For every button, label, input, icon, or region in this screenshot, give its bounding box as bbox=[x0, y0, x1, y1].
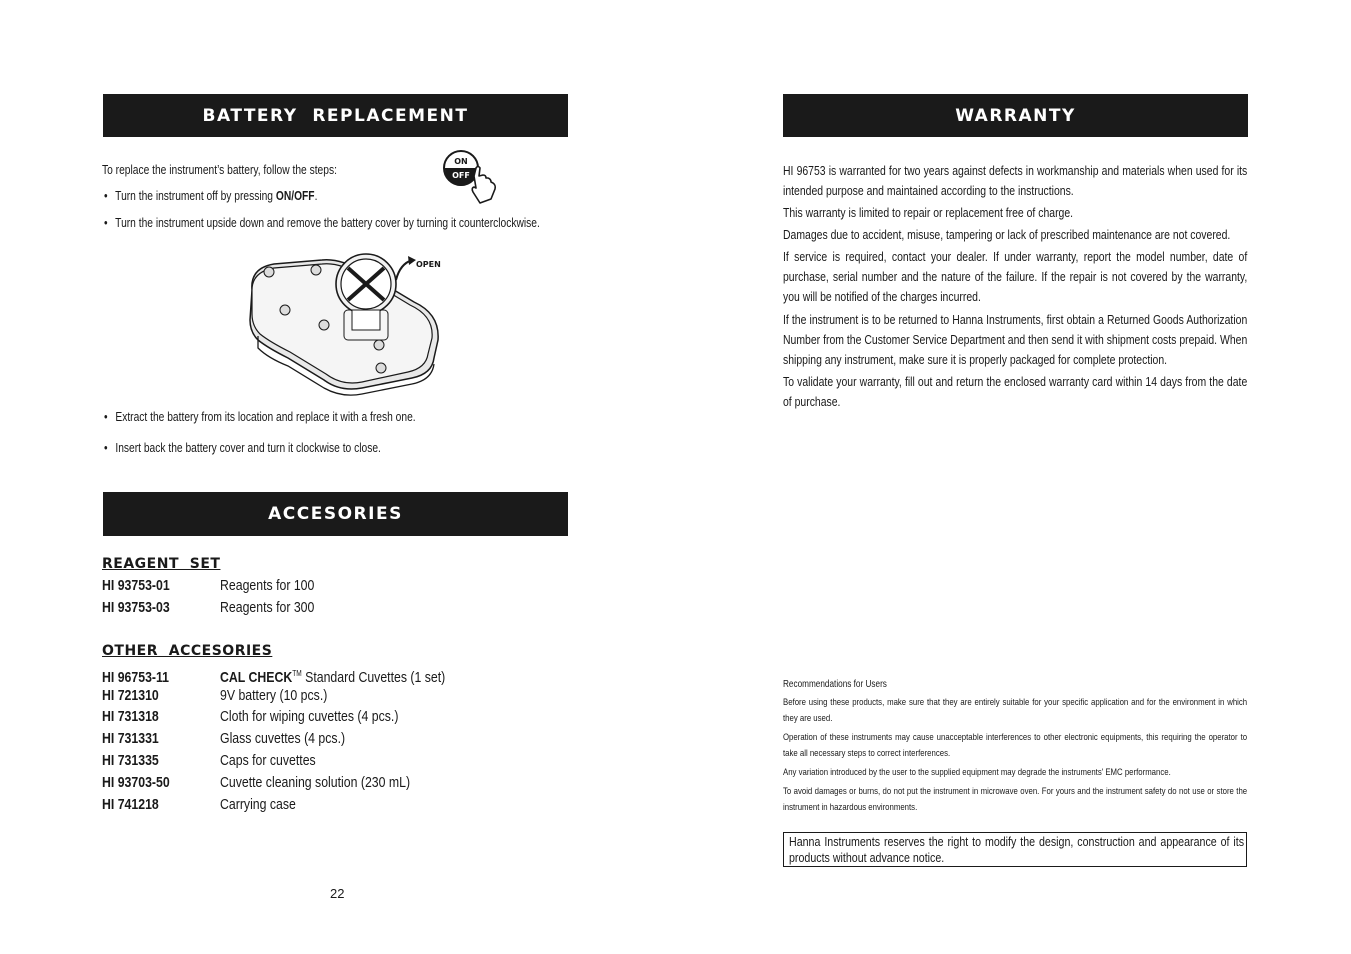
step4-text: Insert back the battery cover and turn it clockwise to close. bbox=[115, 441, 381, 455]
step1-prefix: Turn the instrument off by pressing bbox=[115, 189, 276, 203]
recommendation-item: To avoid damages or burns, do not put the instrument in microwave oven. For yours and the instrument safety do not use or store the instrument in hazardous environments. bbox=[783, 786, 1248, 813]
step1-suffix: . bbox=[314, 189, 318, 203]
accessory-row bbox=[102, 706, 438, 728]
step3-text: Extract the battery from its location and replace it with a fresh one. bbox=[115, 410, 416, 424]
reagent-row bbox=[102, 575, 335, 597]
accessory-code: HI 731318 bbox=[102, 708, 159, 725]
warranty-paragraph: This warranty is limited to repair or replacement free of charge. bbox=[783, 206, 1074, 220]
on-off-button-icon bbox=[438, 150, 500, 206]
reagent-row bbox=[102, 597, 335, 619]
accessory-desc-text: Standard Cuvettes (1 set) bbox=[301, 669, 446, 686]
accessory-desc: Glass cuvettes (4 pcs.) bbox=[220, 730, 346, 747]
accessory-code: HI 731335 bbox=[102, 752, 159, 769]
open-label: OPEN bbox=[416, 260, 441, 269]
accessories-header-text: ACCESORIES bbox=[268, 504, 403, 524]
recommendations-title: Recommendations for Users bbox=[783, 679, 887, 690]
accessory-row bbox=[102, 728, 373, 750]
accessory-desc: Carrying case bbox=[220, 796, 296, 813]
step2-text: Turn the instrument upside down and remove the battery cover by turning it counterclockwise. bbox=[115, 216, 540, 230]
accessory-code: HI 96753-11 bbox=[102, 669, 170, 686]
accessory-row bbox=[102, 794, 313, 816]
disclaimer-box bbox=[783, 832, 1247, 867]
accessory-row bbox=[102, 685, 351, 707]
accessory-code: HI 721310 bbox=[102, 687, 159, 704]
accessory-desc: Cloth for wiping cuvettes (4 pcs.) bbox=[220, 708, 399, 725]
off-label: OFF bbox=[452, 171, 470, 180]
disclaimer-text: Hanna Instruments reserves the right to modify the design, construction and appearance of its products without advance notice. bbox=[789, 834, 1245, 865]
accessory-desc: Cuvette cleaning solution (230 mL) bbox=[220, 774, 411, 791]
battery-step-3 bbox=[104, 409, 416, 426]
reagent-desc: Reagents for 100 bbox=[220, 577, 315, 594]
battery-step-2 bbox=[104, 215, 540, 232]
accessory-row bbox=[102, 750, 337, 772]
accessory-desc: Caps for cuvettes bbox=[220, 752, 316, 769]
battery-step-1 bbox=[104, 188, 317, 205]
reagent-set-title: REAGENT SET bbox=[102, 556, 221, 572]
recommendation-item: Operation of these instruments may cause unacceptable interferences to other electronic equipments, this requiring the operator to take all necessary steps to correct interferences. bbox=[783, 732, 1248, 759]
reagent-desc: Reagents for 300 bbox=[220, 599, 315, 616]
warranty-paragraph: To validate your warranty, fill out and return the enclosed warranty card within 14 days from the date of purchase. bbox=[783, 375, 1248, 409]
trademark-sup: TM bbox=[292, 669, 302, 678]
step1-key: ON/OFF bbox=[275, 189, 315, 203]
battery-intro: To replace the instrument’s battery, follow the steps: bbox=[102, 163, 337, 177]
warranty-paragraph: HI 96753 is warranted for two years against defects in workmanship and materials when used for its intended purpose and maintained according to the instructions. bbox=[783, 164, 1248, 198]
accessories-header bbox=[103, 492, 568, 536]
accessory-row bbox=[102, 663, 495, 685]
recommendation-item: Before using these products, make sure that they are entirely suitable for your specific application and for the environment in which they are used. bbox=[783, 697, 1248, 724]
accessory-code: HI 93703-50 bbox=[102, 774, 170, 791]
warranty-header bbox=[783, 94, 1248, 137]
page-number: 22 bbox=[330, 886, 345, 901]
accessory-row bbox=[102, 772, 452, 794]
reagent-code: HI 93753-01 bbox=[102, 577, 170, 594]
accessory-code: HI 731331 bbox=[102, 730, 159, 747]
recommendation-item: Any variation introduced by the user to the supplied equipment may degrade the instruments' EMC performance. bbox=[783, 767, 1171, 778]
warranty-paragraph: If the instrument is to be returned to Hanna Instruments, first obtain a Returned Goods Authorization Number from the Customer Service Department and then send it with shipment costs prepaid. When shipping any instrument, make sure it is properly packaged for complete protection. bbox=[783, 313, 1248, 367]
on-label: ON bbox=[454, 157, 468, 166]
other-accessories-title: OTHER ACCESORIES bbox=[102, 643, 273, 659]
cal-check-label: CAL CHECK bbox=[220, 669, 293, 686]
warranty-paragraph: If service is required, contact your dealer. If under warranty, report the model number, date of purchase, serial number and the nature of the failure. If the repair is not covered by the warranty, you will be notified of the charges incurred. bbox=[783, 250, 1248, 304]
warranty-header-text: WARRANTY bbox=[955, 105, 1076, 126]
instrument-battery-cover-drawing bbox=[244, 250, 449, 400]
battery-replacement-header bbox=[103, 94, 568, 137]
reagent-code: HI 93753-03 bbox=[102, 599, 170, 616]
accessory-desc: 9V battery (10 pcs.) bbox=[220, 687, 328, 704]
battery-step-4 bbox=[104, 440, 381, 457]
warranty-paragraph: Damages due to accident, misuse, tampering or lack of prescribed maintenance are not covered. bbox=[783, 228, 1231, 242]
accessory-code: HI 741218 bbox=[102, 796, 159, 813]
battery-header-text: BATTERY REPLACEMENT bbox=[202, 105, 469, 126]
